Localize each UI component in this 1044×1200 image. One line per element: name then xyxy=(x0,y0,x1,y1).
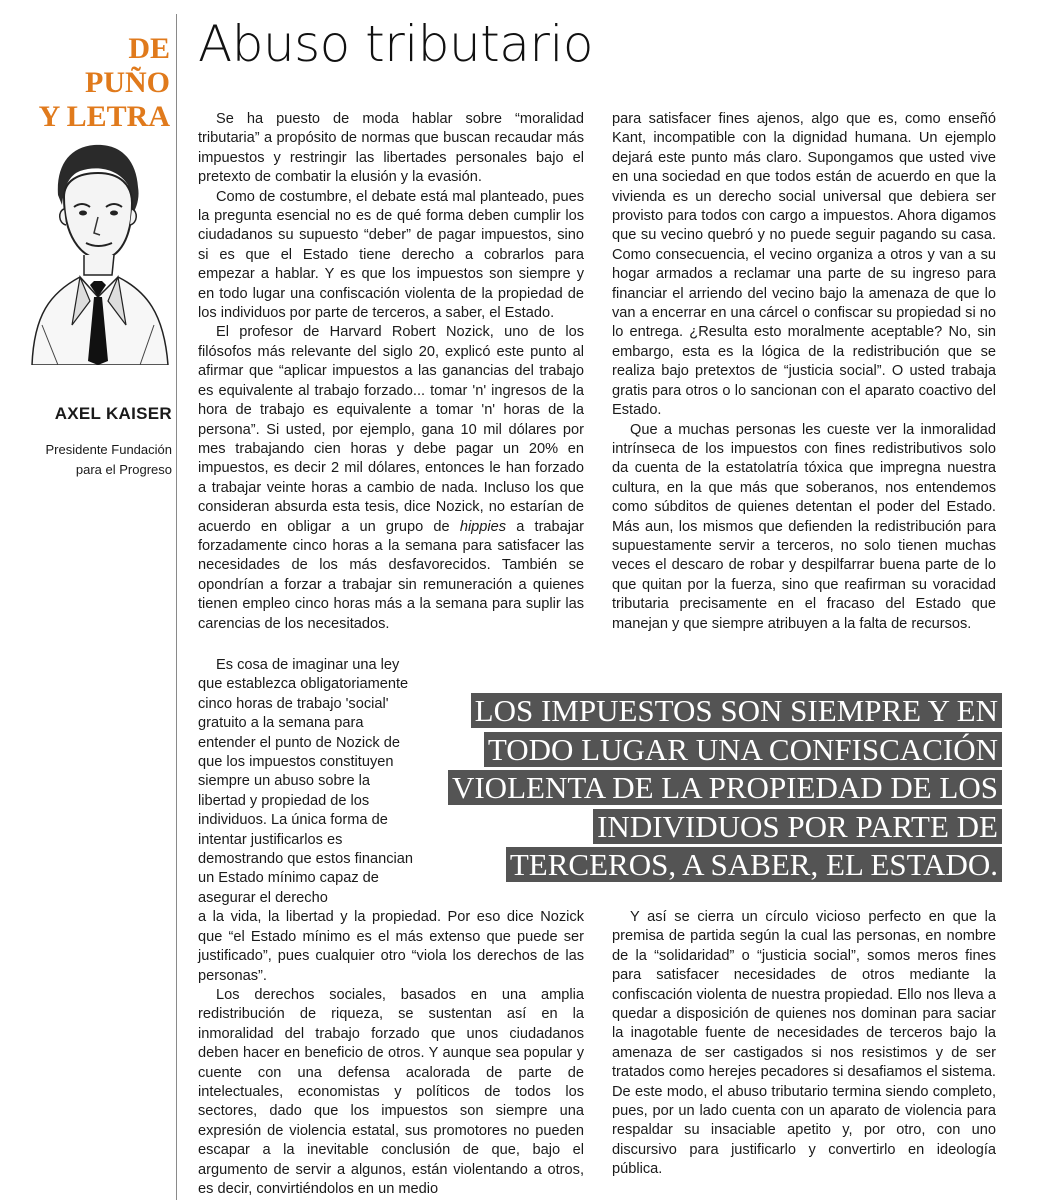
pull-quote-line: VIOLENTA DE LA PROPIEDAD DE LOS xyxy=(448,770,1002,805)
italic-term: hippies xyxy=(459,518,507,535)
pull-quote-line: TERCEROS, A SABER, EL ESTADO. xyxy=(506,847,1002,882)
article-column-1 xyxy=(198,110,584,634)
author-sidebar xyxy=(0,0,176,1200)
paragraph xyxy=(198,323,584,634)
headline: Abuso tributario xyxy=(198,15,593,73)
pull-quote-line: LOS IMPUESTOS SON SIEMPRE Y EN xyxy=(471,693,1002,728)
paragraph: para satisfacer fines ajenos, algo que es, como enseñó Kant, incompatible con la dignidad humana. Un ejemplo dejará este punto más claro. Supongamos que usted vive en una sociedad en que todos están de acuerdo en que la vivienda es un derecho social universal que debiera ser provisto para todos con cargo a impuestos. Ahora digamos que su vecino quebró y no puede seguir pagando su casa. Como consecuencia, el vecino organiza a otros y van a su hogar armados a reclamar una parte de su ingreso para financiar el arriendo del vecino bajo la amenaza de que lo van a encerrar en una cárcel o confiscar su propiedad si no lo entrega. ¿Resulta esto moralmente aceptable? No, sin embargo, esta es la lógica de la redistribución que se realiza bajo pretextos de “justicia social”. O usted trabaja gratis para otros o lo sancionan con el aparato coactivo del Estado. xyxy=(612,111,996,419)
pull-quote xyxy=(426,692,1002,885)
section-label xyxy=(14,32,170,134)
paragraph: Se ha puesto de moda hablar sobre “moralidad tributaria” a propósito de normas que buscan recaudar más impuestos y restringir las libertades personales bajo el pretexto de combatir la elusión y la evasión. xyxy=(198,111,584,186)
author-role xyxy=(14,440,172,480)
paragraph: Y así se cierra un círculo vicioso perfecto en que la premisa de partida según la cual las personas, en nombre de la “solidaridad” o “justicia social”, somos meros fines para satisfacer necesidades de otros mediante la confiscación violenta de nuestra propiedad. Ello nos lleva a quedar a disposición de quienes nos dominan para saciar la inagotable fuente de necesidades de terceros bajo la amenaza de ser castigados si nos resistimos y de ser tratados como herejes pecadores si desafiamos el sistema. De este modo, el abuso tributario termina siendo completo, pues, por un lado cuenta con un aparato de violencia para respaldar su insaciable apetito y, por otro, con uno discursivo para justificarlo y convertirlo en ideología pública. xyxy=(612,909,996,1178)
author-role-line: Presidente Fundación xyxy=(45,442,172,457)
column-divider xyxy=(176,14,177,1200)
author-portrait-illustration xyxy=(28,125,170,365)
article-column-2 xyxy=(612,110,996,634)
paragraph: Como de costumbre, el debate está mal planteado, pues la pregunta esencial no es de qué forma deben cumplir los ciudadanos su supuesto “deber” de pagar impuestos, sino si es que el Estado tiene derecho a cobrarlos para empezar a hablar. Y es que los impuestos son siempre y en todo lugar una confiscación violenta de la propiedad de los individuos por parte de terceros, a saber, el Estado. xyxy=(198,188,584,322)
paragraph-text: El profesor de Harvard Robert Nozick, uno de los filósofos más relevante del siglo 20, explicó este punto al afirmar que “aplicar impuestos a las ganancias del trabajo es equivalente al trabajo forzado... tomar 'n' ingresos de la hora de trabajo es equivalente a tomar 'n' horas de la persona”. Si usted, por ejemplo, gana 10 mil dólares por mes trabajando cien horas y debe pagar un 20% en impuestos, es decir 2 mil dólares, entonces le han forzado a trabajar veinte horas a cambio de nada. Incluso los que consideran absurda esta tesis, dice Nozick, no estarían de acuerdo en obligar a un grupo de xyxy=(198,324,584,535)
section-label-line: DE xyxy=(128,32,170,65)
author-name: AXEL KAISER xyxy=(54,404,172,423)
section-label-line: Y LETRA xyxy=(38,100,170,133)
article-column-3 xyxy=(612,908,996,1180)
pull-quote-line: TODO LUGAR UNA CONFISCACIÓN xyxy=(484,732,1002,767)
paragraph: Los derechos sociales, basados en una amplia redistribución de riqueza, se sustentan así en la inmoralidad del trabajo forzado que unos ciudadanos deben hacer en beneficio de otros. Y aunque sea popular y cuente con una defensa acalorada de parte de intelectuales, economistas y políticos de todos los sectores, dado que los impuestos son siempre una expresión de violencia estatal, sus promotores no pueden escapar a la inevitable conclusión de que, bajo el argumento de servir a algunos, están violentando a otros, es decir, convirtiéndolos en un medio xyxy=(198,986,584,1197)
paragraph-wrapped: Es cosa de imaginar una ley que establezca obligatoriamente cinco horas de trabajo 'social' gratuito a la semana para entender el punto de Nozick de que los impuestos constituyen siempre un abuso sobre la libertad y propiedad de los individuos. La única forma de intentar justificarlos es demostrando que estos financian un Estado mínimo capaz de asegurar el derecho xyxy=(198,657,413,906)
author-role-line: para el Progreso xyxy=(75,462,172,477)
pull-quote-line: INDIVIDUOS POR PARTE DE xyxy=(593,809,1002,844)
paragraph: Que a muchas personas les cueste ver la inmoralidad intrínseca de los impuestos con fines redistributivos solo da cuenta de la estatolatría tóxica que impregna nuestra cultura, en la que más que soberanos, nos entendemos como súbditos de quienes detentan el poder del Estado. Más aun, los mismos que defienden la redistribución para supuestamente servir a terceros, no solo tienen muchas veces el descaro de robar y despilfarrar buena parte de lo que quitan por la fuerza, sino que reafirman su voracidad tributaria precisamente en el fracaso del Estado que manejan y que siempre atribuyen a la falta de recursos. xyxy=(612,421,996,632)
section-label-line: PUÑO xyxy=(85,66,170,99)
paragraph: a la vida, la libertad y la propiedad. Por eso dice Nozick que “el Estado mínimo es el más extenso que puede ser justificado”, pues cualquier otro “viola los derechos de las personas”. xyxy=(198,909,584,984)
paragraph-text: a trabajar forzadamente cinco horas a la semana para satisfacer las necesidades de los más desfavorecidos. También se opondrían a forzar a trabajar sin remuneración a quienes tienen empleo cinco horas más a la semana para suplir las carencias de los necesitados. xyxy=(198,518,584,632)
